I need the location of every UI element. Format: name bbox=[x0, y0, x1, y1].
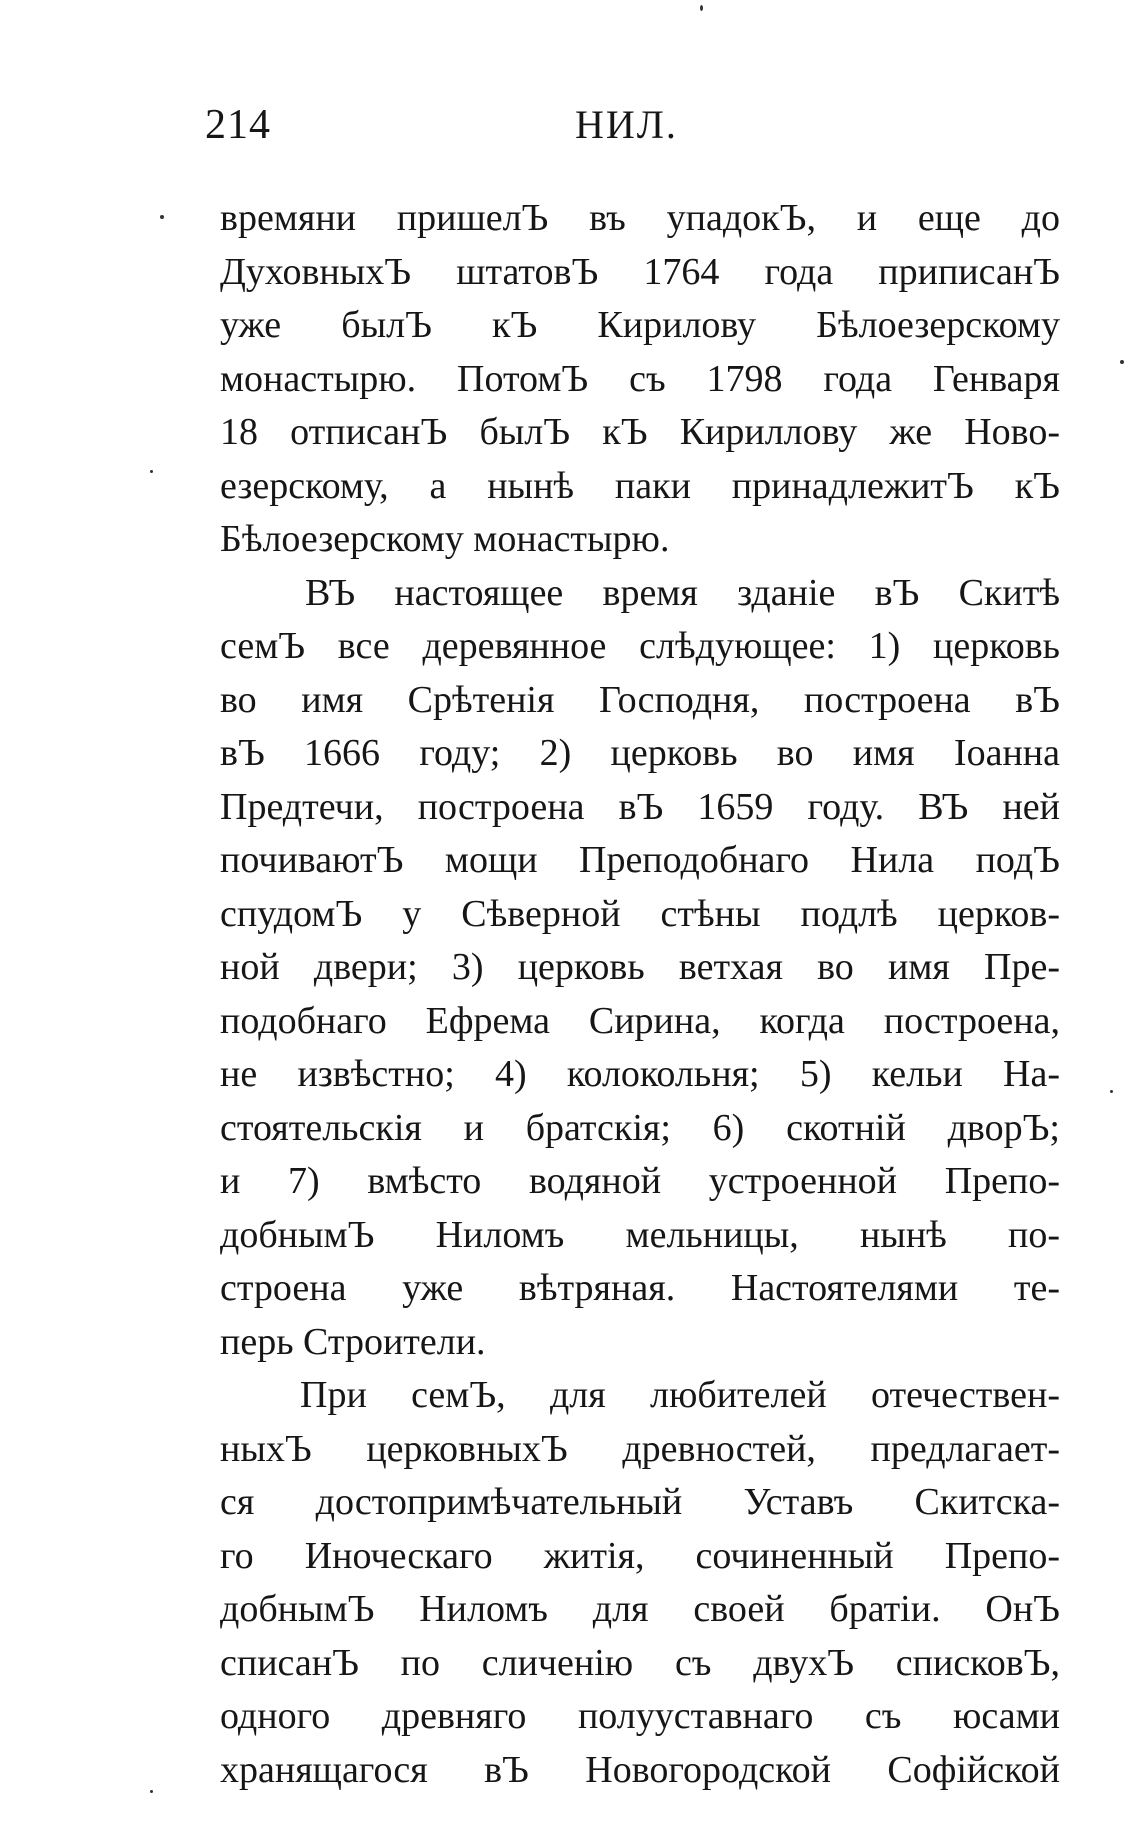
text-line: монастырю. ПотомЪ съ 1798 года Генваря bbox=[220, 357, 1060, 400]
scan-speck bbox=[150, 470, 153, 473]
text-line: и 7) вмѣсто водяной устроенной Препо- bbox=[220, 1160, 1060, 1202]
text-line: добнымЪ Ниломъ мельницы, нынѣ по- bbox=[220, 1213, 1060, 1256]
text-line: ной двери; 3) церковь ветхая во имя Пре- bbox=[220, 946, 1060, 988]
text-line: уже былЪ кЪ Кирилову Бѣлоезерскому bbox=[220, 304, 1060, 346]
scan-speck bbox=[1120, 360, 1124, 364]
text-line: подобнаго Ефрема Сирина, когда построена, bbox=[220, 999, 1060, 1042]
text-line: перь Строители. bbox=[220, 1320, 486, 1363]
text-line: ся достопримѣчательный Уставъ Скитска- bbox=[220, 1481, 1060, 1523]
text-line: списанЪ по сличенію съ двухЪ списковЪ, bbox=[220, 1641, 1060, 1684]
text-line: ДуховныхЪ штатовЪ 1764 года приписанЪ bbox=[220, 250, 1060, 293]
scan-speck bbox=[700, 5, 703, 11]
text-line: семЪ все деревянное слѣдующее: 1) церковь bbox=[220, 625, 1060, 667]
text-line: во имя Срѣтенія Господня, построена вЪ bbox=[220, 678, 1060, 721]
text-line: Бѣлоезерскому монастырю. bbox=[220, 518, 670, 560]
text-line: 18 отписанЪ былЪ кЪ Кириллову же Ново- bbox=[220, 411, 1060, 453]
text-line: спудомЪ у Сѣверной стѣны подлѣ церков- bbox=[220, 892, 1060, 935]
text-line: вЪ 1666 году; 2) церковь во имя Іоанна bbox=[220, 732, 1060, 774]
text-line: хранящагося вЪ Новогородской Софійской bbox=[220, 1748, 1060, 1791]
scan-speck bbox=[160, 215, 164, 219]
page-number: 214 bbox=[205, 102, 271, 148]
text-line: одного древняго полууставнаго съ юсами bbox=[220, 1695, 1060, 1737]
text-line: не извѣстно; 4) колокольня; 5) кельи На- bbox=[220, 1053, 1060, 1095]
scan-speck bbox=[1110, 1090, 1113, 1093]
text-line: добнымЪ Ниломъ для своей братіи. ОнЪ bbox=[220, 1588, 1060, 1630]
text-line: ныхЪ церковныхЪ древностей, предлагает- bbox=[220, 1427, 1060, 1470]
scan-speck bbox=[150, 1790, 153, 1793]
text-line: стоятельскія и братскія; 6) скотній дворЪ; bbox=[220, 1106, 1060, 1149]
text-line: времяни пришелЪ въ упадокЪ, и еще до bbox=[220, 197, 1060, 239]
running-head: НИЛ. bbox=[575, 102, 678, 147]
text-line: го Иноческаго житія, сочиненный Препо- bbox=[220, 1534, 1060, 1577]
text-line: езерскому, а нынѣ паки принадлежитЪ кЪ bbox=[220, 464, 1060, 507]
text-line: При семЪ, для любителей отечествен- bbox=[300, 1374, 1060, 1416]
text-line: Предтечи, построена вЪ 1659 году. ВЪ ней bbox=[220, 785, 1060, 828]
text-line: ВЪ настоящее время зданіе вЪ Скитѣ bbox=[305, 571, 1060, 614]
page-header bbox=[205, 95, 1075, 155]
text-line: почиваютЪ мощи Преподобнаго Нила подЪ bbox=[220, 839, 1060, 881]
body-text bbox=[220, 192, 1060, 1797]
text-line: строена уже вѣтряная. Настоятелями те- bbox=[220, 1267, 1060, 1309]
